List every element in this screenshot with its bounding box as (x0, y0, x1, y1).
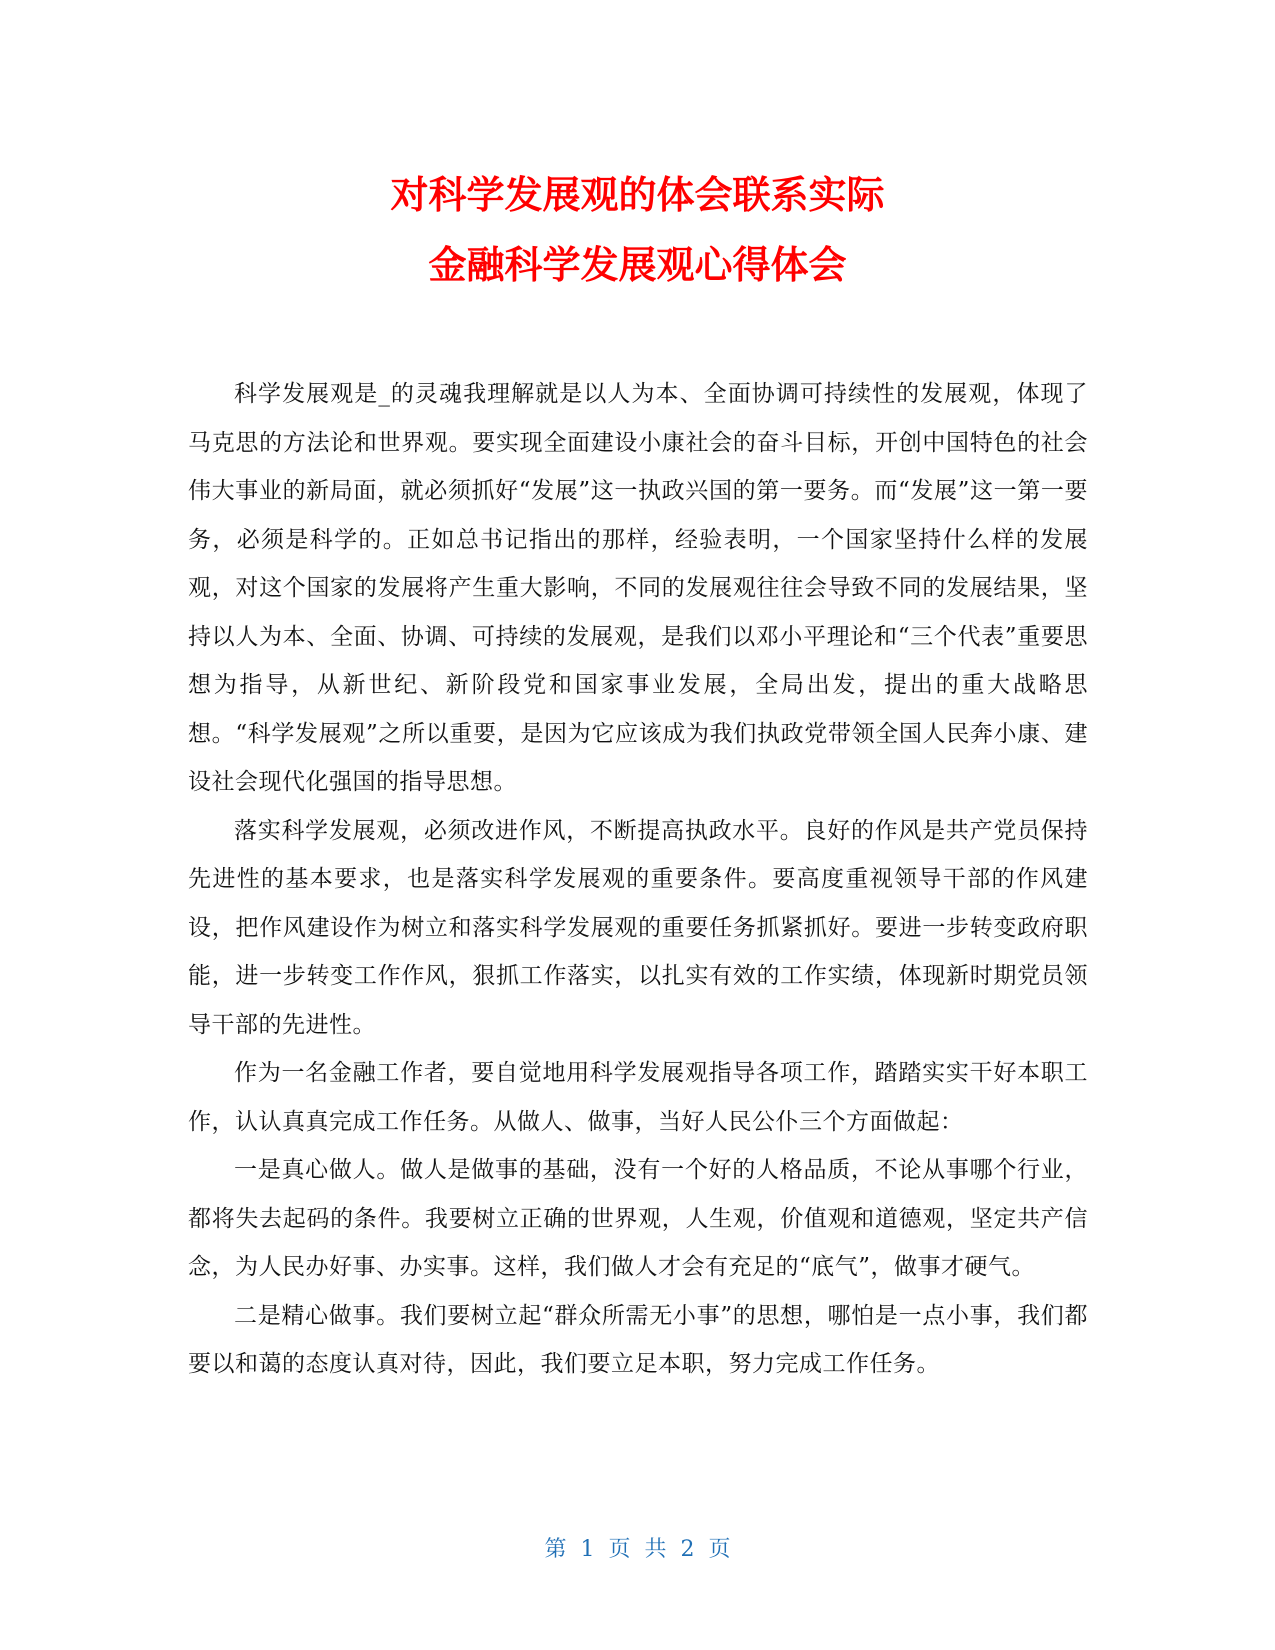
page-number-footer: 第 1 页 共 2 页 (544, 1537, 731, 1562)
document-body (188, 370, 1088, 1389)
title-line-2: 金融科学发展观心得体会 (428, 243, 847, 287)
title-line-1: 对科学发展观的体会联系实际 (390, 173, 885, 217)
paragraph-5: 二是精心做事。我们要树立起“群众所需无小事”的思想，哪怕是一点小事，我们都要以和蔼的态度认真对待，因此，我们要立足本职，努力完成工作任务。 (188, 1302, 1088, 1377)
paragraph-3: 作为一名金融工作者，要自觉地用科学发展观指导各项工作，踏踏实实干好本职工作，认认真真完成工作任务。从做人、做事，当好人民公仆三个方面做起： (188, 1060, 1088, 1135)
paragraph-2: 落实科学发展观，必须改进作风，不断提高执政水平。良好的作风是共产党员保持先进性的基本要求，也是落实科学发展观的重要条件。要高度重视领导干部的作风建设，把作风建设作为树立和落实科学发展观的重要任务抓紧抓好。要进一步转变政府职能，进一步转变工作作风，狠抓工作落实，以扎实有效的工作实绩，体现新时期党员领导干部的先进性。 (188, 817, 1088, 1038)
document-title (0, 160, 1275, 300)
paragraph-1: 科学发展观是_的灵魂我理解就是以人为本、全面协调可持续性的发展观，体现了马克思的方法论和世界观。要实现全面建设小康社会的奋斗目标，开创中国特色的社会伟大事业的新局面，就必须抓好“发展”这一执政兴国的第一要务。而“发展”这一第一要务，必须是科学的。正如总书记指出的那样，经验表明，一个国家坚持什么样的发展观，对这个国家的发展将产生重大影响，不同的发展观往往会导致不同的发展结果，坚持以人为本、全面、协调、可持续的发展观，是我们以邓小平理论和“三个代表”重要思想为指导，从新世纪、新阶段党和国家事业发展，全局出发，提出的重大战略思想。“科学发展观”之所以重要，是因为它应该成为我们执政党带领全国人民奔小康、建设社会现代化强国的指导思想。 (188, 381, 1088, 795)
paragraph-4: 一是真心做人。做人是做事的基础，没有一个好的人格品质，不论从事哪个行业，都将失去起码的条件。我要树立正确的世界观，人生观，价值观和道德观，坚定共产信念，为人民办好事、办实事。这样，我们做人才会有充足的“底气”，做事才硬气。 (188, 1157, 1088, 1280)
